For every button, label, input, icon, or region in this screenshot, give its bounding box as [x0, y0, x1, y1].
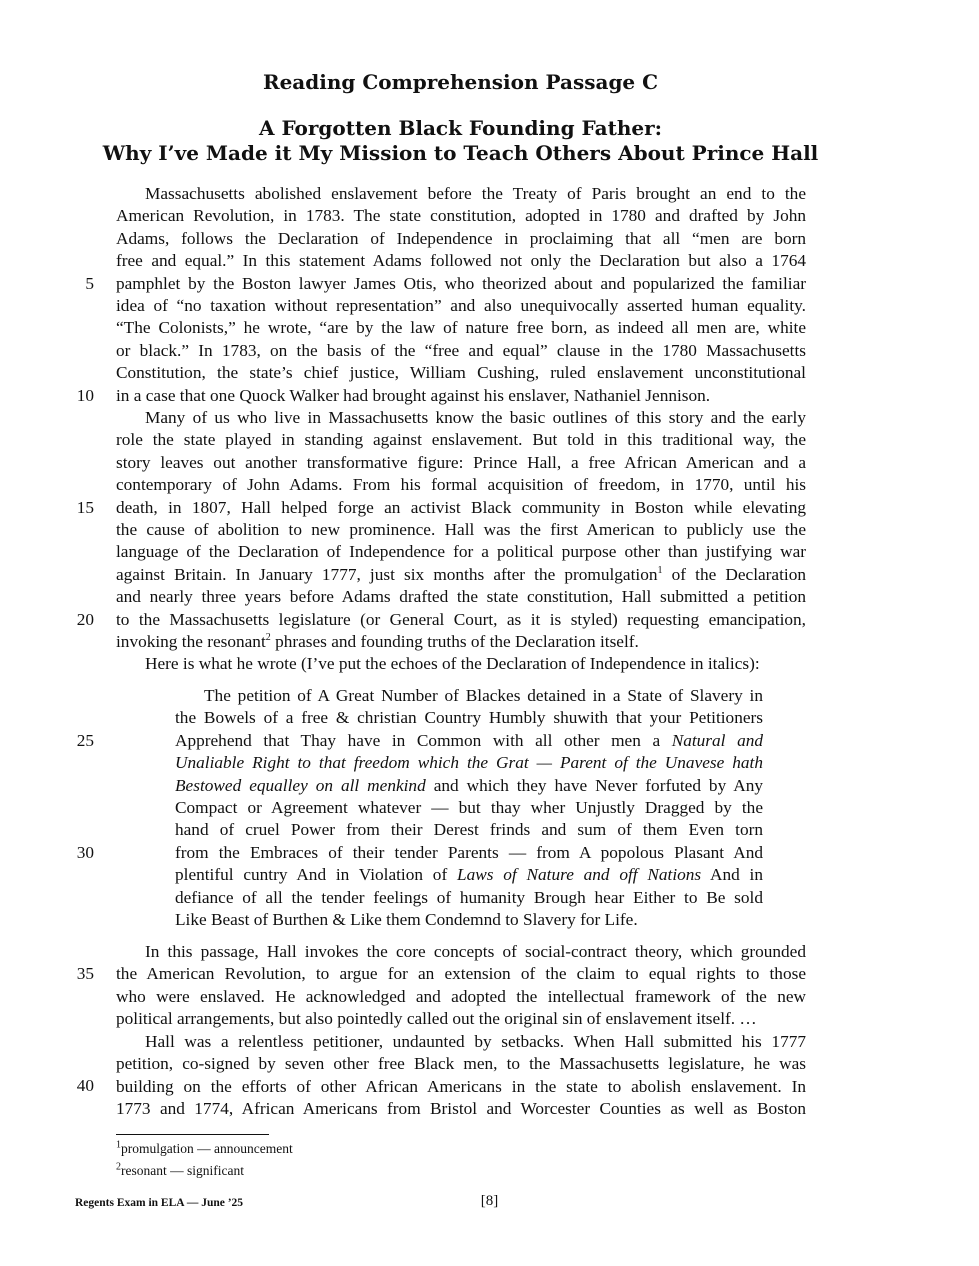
line-number-40: 40: [76, 1076, 94, 1095]
footnote-text: promulgation — announcement: [121, 1141, 293, 1156]
text-line: Adams, follows the Declaration of Independence in proclaiming that all “men are born: [116, 228, 806, 248]
text-line: American Revolution, in 1783. The state constitution, adopted in 1780 and drafted by John: [116, 206, 806, 226]
text-line: [116, 564, 806, 586]
quote-italic-segment: Natural and: [671, 730, 763, 750]
quote-line: [175, 752, 763, 774]
footnote-number: 1: [116, 1139, 121, 1151]
text-line: the cause of abolition to new prominence. Hall was the first American to publicly use the: [116, 519, 806, 539]
text-segment: phrases and founding truths of the Declaration itself.: [270, 631, 639, 651]
quote-italic-segment: Laws of Nature and off Nations: [456, 865, 702, 885]
text-line: building on the efforts of other African Americans in the state to abolish enslavement. In: [116, 1076, 806, 1096]
quote-line: the Bowels of a free & christian Country Humbly shuwith that your Petitioners: [175, 708, 763, 728]
text-segment: against Britain. In January 1777, just six months after the promulgation: [116, 564, 658, 584]
text-segment: invoking the resonant: [116, 631, 266, 651]
text-line: Constitution, the state’s chief justice, William Cushing, ruled enslavement unconstitutional: [116, 363, 806, 383]
text-line: in a case that one Quock Walker had brought against his enslaver, Nathaniel Jennison.: [116, 385, 711, 405]
footnote-number: 2: [116, 1161, 121, 1173]
text-line: petition, co-signed by seven other free Black men, to the Massachusetts legislature, he was: [116, 1054, 806, 1074]
quote-line: The petition of A Great Number of Blackes detained in a State of Slavery in: [204, 686, 763, 705]
text-line: Here is what he wrote (I’ve put the echoes of the Declaration of Independence in italics):: [145, 654, 760, 673]
text-line: story leaves out another transformative figure: Prince Hall, a free African American and a: [116, 452, 806, 472]
quote-italic-segment: Unaliable Right to that freedom which the Grat — Parent of the Unavese hath: [175, 753, 763, 773]
quote-italic-segment: Bestowed equalley on all menkind: [175, 775, 426, 795]
footnote-2: [116, 1163, 244, 1179]
paragraph-5: [116, 1031, 806, 1121]
text-line: the American Revolution, to argue for an extension of the claim to equal rights to those: [116, 964, 806, 984]
text-line: [116, 631, 806, 653]
text-line: Hall was a relentless petitioner, undaunted by setbacks. When Hall submitted his 1777: [145, 1032, 806, 1051]
quote-segment: And in: [701, 865, 763, 885]
page-heading: Reading Comprehension Passage C: [262, 70, 659, 94]
text-line: and nearly three years before Adams drafted the state constitution, Hall submitted a petition: [116, 587, 806, 607]
exam-footer-label: Regents Exam in ELA — June ’25: [75, 1197, 244, 1209]
quote-line: [175, 864, 763, 886]
line-number-15: 15: [76, 498, 94, 517]
article-title: [0, 116, 921, 166]
quote-line: from the Embraces of their tender Parents — from A popolous Plasant And: [175, 842, 763, 862]
text-line: death, in 1807, Hall helped forge an activist Black community in Boston while elevating: [116, 497, 806, 517]
footnote-marker-1: 1: [657, 564, 663, 576]
quote-line: hand of cruel Power from their Derest frinds and sum of them Even torn: [175, 820, 763, 840]
paragraph-4: [116, 941, 806, 1031]
quote-line: defiance of all the tender feelings of humanity Brough hear Either to Be sold: [175, 887, 763, 907]
quote-line: [175, 775, 763, 797]
paragraph-2: [116, 407, 806, 653]
quote-segment: and which they have Never forfuted by Any: [425, 775, 763, 795]
text-line: language of the Declaration of Independence for a political purpose other than justifying war: [116, 542, 806, 562]
text-segment: of the Declaration: [662, 564, 806, 584]
text-line: 1773 and 1774, African Americans from Bristol and Worcester Counties as well as Boston: [116, 1099, 806, 1119]
text-line: Many of us who live in Massachusetts know the basic outlines of this story and the early: [145, 408, 806, 427]
text-line: or black.” In 1783, on the basis of the “free and equal” clause in the 1780 Massachusetts: [116, 340, 806, 360]
paragraph-3: [116, 653, 806, 675]
line-number-5: 5: [85, 274, 94, 293]
petition-quote: [175, 685, 763, 931]
line-number-35: 35: [76, 964, 94, 983]
text-line: idea of “no taxation without representation” and also unequivocally asserted human equality.: [116, 295, 806, 315]
text-line: to the Massachusetts legislature (or General Court, as it is styled) requesting emancipation,: [116, 609, 806, 629]
footnote-1: [116, 1141, 293, 1157]
footnote-divider: [116, 1134, 269, 1135]
text-line: contemporary of John Adams. From his formal acquisition of freedom, in 1770, until his: [116, 475, 806, 495]
quote-segment: plentiful cuntry And in Violation of: [175, 865, 457, 885]
text-line: political arrangements, but also pointedly called out the original sin of enslavement itself. …: [116, 1009, 757, 1029]
text-line: free and equal.” In this statement Adams followed not only the Declaration but also a 1764: [116, 251, 806, 271]
text-line: In this passage, Hall invokes the core concepts of social-contract theory, which grounded: [145, 942, 806, 961]
quote-line: Like Beast of Burthen & Like them Condemnd to Slavery for Life.: [175, 909, 638, 929]
text-line: who were enslaved. He acknowledged and adopted the intellectual framework of the new: [116, 986, 806, 1006]
quote-line: Compact or Agreement whatever — but thay wher Unjustly Dragged by the: [175, 797, 763, 817]
text-line: pamphlet by the Boston lawyer James Otis, who theorized about and popularized the familiar: [116, 273, 806, 293]
line-number-10: 10: [76, 386, 94, 405]
article-title-line-1: A Forgotten Black Founding Father:: [258, 116, 663, 140]
line-number-30: 30: [76, 843, 94, 862]
page-number: [8]: [480, 1193, 499, 1209]
paragraph-1: [116, 183, 806, 407]
quote-segment: Apprehend that Thay have in Common with all other men a: [175, 730, 672, 750]
line-number-20: 20: [76, 610, 94, 629]
text-line: Massachusetts abolished enslavement before the Treaty of Paris brought an end to the: [145, 184, 806, 203]
quote-line: [175, 730, 763, 752]
footnote-text: resonant — significant: [121, 1163, 244, 1178]
footnote-marker-2: 2: [265, 632, 271, 644]
text-line: “The Colonists,” he wrote, “are by the law of nature free born, as indeed all men are, white: [116, 318, 806, 338]
line-number-25: 25: [76, 731, 94, 750]
text-line: role the state played in standing against enslavement. But told in this traditional way, the: [116, 430, 806, 450]
article-title-line-2: Why I’ve Made it My Mission to Teach Others About Prince Hall: [102, 141, 819, 165]
